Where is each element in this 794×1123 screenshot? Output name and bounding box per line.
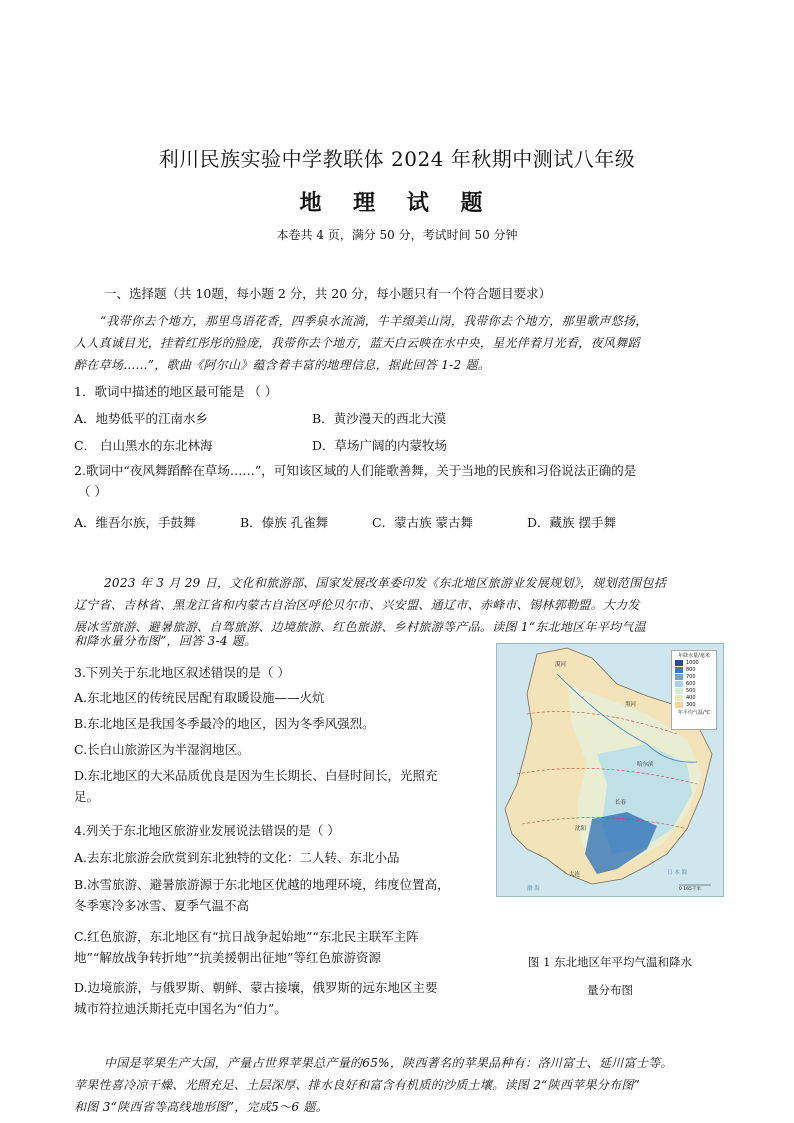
city-label-5: 沈阳 bbox=[575, 826, 587, 832]
legend-value-400: 400 bbox=[686, 695, 696, 701]
section-heading: 一、选择题（共 10题，每小题 2 分，共 20 分，每小题只有一个符合题目要求） bbox=[104, 286, 552, 301]
q2-option-c: C．蒙古族 蒙古舞 bbox=[372, 515, 474, 530]
legend-title: 年降水量/毫米 bbox=[678, 653, 710, 659]
passage2-line-2: 辽宁省、吉林省、黑龙江省和内蒙古自治区呼伦贝尔市、兴安盟、通辽市、赤峰市、锡林郭勒盟。大力发 bbox=[74, 598, 640, 612]
question-4-stem: 4.列关于东北地区旅游业发展说法错误的是（ ） bbox=[74, 823, 340, 838]
city-label-3: 哈尔滨 bbox=[637, 762, 654, 768]
q4-option-c-cont: 地”“解放战争转折地”“抗美援朝出征地”等红色旅游资源 bbox=[74, 950, 381, 965]
q3-option-d-cont: 足。 bbox=[74, 789, 100, 804]
legend-value-300: 300 bbox=[686, 702, 696, 708]
q4-option-b: B.冰雪旅游、避暑旅游源于东北地区优越的地理环境，纬度位置高， bbox=[74, 877, 450, 892]
legend-value-600: 600 bbox=[686, 681, 696, 687]
city-label-1: 漠河 bbox=[555, 662, 567, 668]
legend-value-700: 700 bbox=[686, 674, 696, 680]
question-2-stem: 2.歌词中“夜风舞蹈醉在草场……”，可知该区域的人们能歌善舞，关于当地的民族和习俗说法正确的是 bbox=[74, 463, 637, 478]
q4-option-a: A.去东北旅游会欣赏到东北独特的文化：二人转、东北小品 bbox=[74, 850, 400, 865]
legend-swatch-300 bbox=[675, 702, 683, 708]
city-label-6: 大连 bbox=[569, 872, 581, 878]
q1-option-a: A．地势低平的江南水乡 bbox=[74, 411, 209, 426]
legend-swatch-500 bbox=[675, 688, 683, 694]
q4-option-d-cont: 城市符拉迪沃斯托克中国名为“伯力”。 bbox=[74, 1001, 287, 1016]
map-legend bbox=[671, 650, 717, 730]
q2-option-a: A．维吾尔族，手鼓舞 bbox=[74, 515, 196, 530]
legend-swatch-800 bbox=[675, 667, 683, 673]
legend-swatch-600 bbox=[675, 681, 683, 687]
exam-note: 本卷共 4 页，满分 50 分，考试时间 50 分钟 bbox=[276, 228, 518, 242]
question-2-stem-cont: （ ） bbox=[78, 484, 107, 499]
legend-value-1000: 1000 bbox=[686, 660, 699, 666]
legend-swatch-700 bbox=[675, 674, 683, 680]
q1-option-d: D．草场广阔的内蒙牧场 bbox=[312, 438, 448, 453]
q4-option-c: C.红色旅游，东北地区有“抗日战争起始地”“东北民主联军主阵 bbox=[74, 929, 419, 944]
poem-line-1: “我带你去个地方，那里鸟语花香，四季泉水流淌，牛羊缀美山岗，我带你去个地方，那里歌声悠扬， bbox=[100, 314, 648, 328]
poem-line-3: 醉在草场……”，歌曲《阿尔山》蕴含着丰富的地理信息，据此回答 1-2 题。 bbox=[74, 358, 491, 372]
legend-swatch-400 bbox=[675, 695, 683, 701]
q3-option-c: C.长白山旅游区为半湿润地区。 bbox=[74, 742, 250, 757]
legend-value-800: 800 bbox=[686, 667, 696, 673]
figure-1-caption-line-1: 图 1 东北地区年平均气温和降水 bbox=[527, 955, 693, 969]
legend-line-label: 年平均气温/℃ bbox=[677, 710, 711, 716]
passage2-line-3: 展冰雪旅游、避暑旅游、自驾旅游、边境旅游、红色旅游、乡村旅游等产品。读图 1“东北地区年平均气温 bbox=[74, 620, 646, 634]
q1-option-c: C． 白山黑水的东北林海 bbox=[74, 438, 213, 453]
figure-1-map bbox=[496, 643, 724, 897]
exam-subtitle: 地 理 试 题 bbox=[299, 191, 495, 216]
passage2-line-4: 和降水量分布图”，回答 3-4 题。 bbox=[74, 634, 257, 648]
q2-option-b: B．傣族 孔雀舞 bbox=[240, 515, 329, 530]
passage3-line-1: 中国是苹果生产大国，产量占世界苹果总产量的65%，陕西著名的苹果品种有：洛川富士、延川富士等。 bbox=[104, 1056, 673, 1070]
sea-label: 渤 海 bbox=[527, 886, 540, 892]
legend-value-500: 500 bbox=[686, 688, 696, 694]
figure-1-caption-line-2: 量分布图 bbox=[587, 983, 633, 997]
question-3-stem: 3.下列关于东北地区叙述错误的是（ ） bbox=[74, 665, 290, 680]
legend-swatch-1000 bbox=[675, 660, 683, 666]
poem-line-2: 人人真诚目光，挂着红彤彤的脸庞，我带你去个地方，蓝天白云映在水中央，星光伴着月光看，夜风舞蹈 bbox=[74, 336, 640, 350]
exam-title: 利川民族实验中学教联体 2024 年秋期中测试八年级 bbox=[158, 147, 636, 171]
question-1-stem: 1．歌词中描述的地区最可能是 （ ） bbox=[74, 384, 278, 399]
q4-option-b-cont: 冬季寒冷多冰雪、夏季气温不高 bbox=[74, 898, 250, 913]
q2-option-d: D．藏族 摆手舞 bbox=[527, 515, 616, 530]
q3-option-d: D.东北地区的大米品质优良是因为生长期长、白昼时间长，光照充 bbox=[74, 768, 438, 783]
q1-option-b: B．黄沙漫天的西北大漠 bbox=[312, 411, 447, 426]
scale-label: 0 165千米 bbox=[679, 887, 701, 892]
city-label-2: 黑河 bbox=[625, 702, 637, 708]
passage3-line-2: 苹果性喜冷凉干燥、光照充足、土层深厚、排水良好和富含有机质的沙质土壤。读图 2“陕西苹果分布图” bbox=[74, 1078, 641, 1092]
q3-option-a: A.东北地区的传统民居配有取暖设施——火炕 bbox=[74, 690, 325, 705]
passage2-line-1: 2023 年 3 月 29 日，文化和旅游部、国家发展改革委印发《东北地区旅游业发展规划》，规划范围包括 bbox=[104, 576, 667, 590]
east-sea-label: 日 本 海 bbox=[667, 870, 687, 876]
q4-option-d: D.边境旅游，与俄罗斯、朝鲜、蒙古接壤，俄罗斯的远东地区主要 bbox=[74, 980, 438, 995]
passage3-line-3: 和图 3“陕西省等高线地形图”，完成5～6 题。 bbox=[74, 1100, 329, 1114]
city-label-4: 长春 bbox=[615, 800, 627, 806]
q3-option-b: B.东北地区是我国冬季最冷的地区，因为冬季风强烈。 bbox=[74, 716, 375, 731]
